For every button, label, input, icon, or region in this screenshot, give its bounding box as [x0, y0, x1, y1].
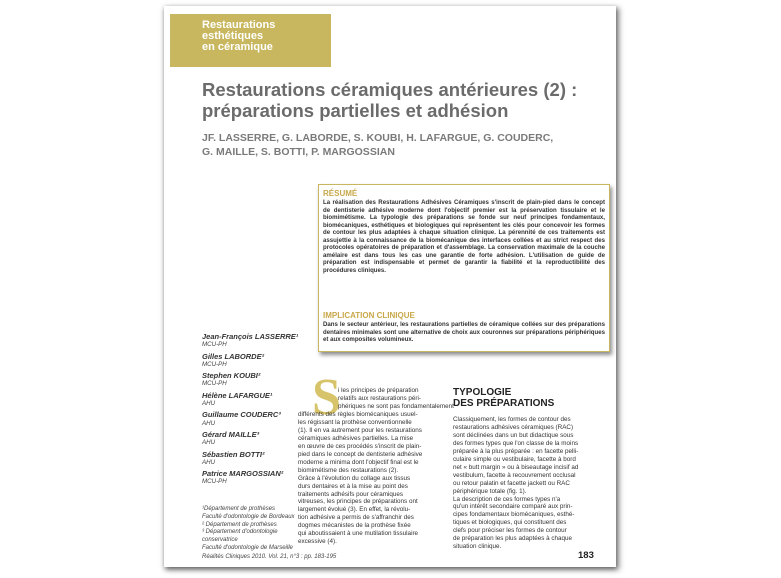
author-entry: Sébastien BOTTI² AHU [202, 449, 265, 466]
section-column: Classiquement, les formes de contour des restaurations adhésives céramiques (RAC) sont déclinées dans un but didactique sous des formes types que l'on classe de la moins préparée à la plus préparée : en facette pelli- culaire simple ou vestibulaire, facette à bord net « butt margin » ou à biseautage incisif ad vestibulum, facette à recouvrement occlusal ou retour palatin et facette jackett ou RAC périphérique totale (fig. 1). La description de ces formes types n'a qu'un intérêt secondaire comparé aux prin- cipes fondamentaux biomécaniques, esthé- tiques et biologiques, qui constituent des clefs pour préciser les formes de contour de préparation les plus adaptées à chaque situation clinique. [453, 416, 579, 551]
section-heading: TYPOLOGIE DES PRÉPARATIONS [453, 387, 555, 409]
rubric-banner [170, 14, 331, 67]
author-entry: Gilles LABORDE² MCU-PH [202, 351, 265, 368]
article-title: Restaurations céramiques antérieures (2) : préparations partielles et adhésion [202, 79, 578, 121]
intro-column: différents des règles biomécaniques usuel- les régissant la prothèse conventionnelle (1). Il en va autrement pour les restaurations céramiques adhésives partielles. La mise en œuvre de ces procédés s'inscrit de plain- pied dans le concept de dentisterie adhésive moderne a minima dont l'objectif final est le biomimétisme des restaurations (2). Grâce à l'évolution du collage aux tissus durs dentaires et à la mise au point des traitements adhésifs pour céramiques vitreuses, les principes de préparations ont largement évolué (3). En effet, la révolu- tion adhésive a permis de s'affranchir des dogmes mécanistes de la prothèse fixée qui aboutissaient à une mutilation tissulaire excessive (4). [298, 411, 423, 546]
abstract-text: La réalisation des Restaurations Adhésives Céramiques s'inscrit de plain-pied dans le concept de dentisterie adhésive moderne dont l'objectif premier est la préservation tissulaire et le biomimétisme. La typologie des préparations se fonde sur neuf principes fondamentaux, biomécaniques, esthétiques et biologiques qui représentent les clés pour concevoir les formes de contour les plus adaptées à chaque situation clinique. La pérennité de ces traitements est assujettie à la connaissance de la biomécanique des interfaces collées et au strict respect des protocoles opératoires de préparation et d'assemblage. La conservation maximale de la couche amélaire est dans tous les cas une garantie de forte adhésion. L'utilisation de guide de préparation est indispensable et permet de garantir la fiabilité et la reproductibilité des procédures cliniques. [323, 199, 605, 274]
author-entry: Patrice MARGOSSIAN² MCU-PH [202, 469, 284, 486]
author-byline: JF. LASSERRE, G. LABORDE, S. KOUBI, H. LAFARGUE, G. COUDERC, G. MAILLE, S. BOTTI, P. MARGOSSIAN [202, 132, 554, 158]
author-entry: Stephen KOUBI² MCU-PH [202, 371, 261, 388]
abstract-heading: RÉSUMÉ [323, 189, 358, 198]
intro-first-lines: i les principes de préparation relatifs aux restaurations péri- phériques ne sont pas fondamentalement [338, 387, 454, 410]
clinical-heading: IMPLICATION CLINIQUE [323, 311, 415, 320]
page-number: 183 [578, 550, 594, 561]
article-page [164, 6, 616, 567]
clinical-text: Dans le secteur antérieur, les restaurations partielles de céramique collées sur des préparations dentaires minimales sont une alternative de choix aux couronnes sur préparations périphériques et aux composites volumineux. [323, 321, 605, 344]
author-entry: Guillaume COUDERC³ AHU [202, 410, 281, 427]
author-entry: Gérard MAILLE³ AHU [202, 429, 260, 447]
abstract-box [318, 184, 610, 352]
rubric-label: Restaurations esthétiques en céramique [202, 19, 276, 53]
journal-reference: Réalités Cliniques 2010. Vol. 21, n°3 : pp. 183-195 [202, 554, 337, 560]
drop-cap: S [312, 369, 341, 426]
affiliations: ¹Département de prothèses Faculté d'odontologie de Bordeaux ² Département de prothèses ³ Département d'odontologie conservatrice Faculté d'odontologie de Marseille [202, 506, 295, 551]
author-entry: Hélène LAFARGUE¹ AHU [202, 390, 273, 407]
author-entry: Jean-François LASSERRE¹ MCU-PH [202, 332, 299, 349]
